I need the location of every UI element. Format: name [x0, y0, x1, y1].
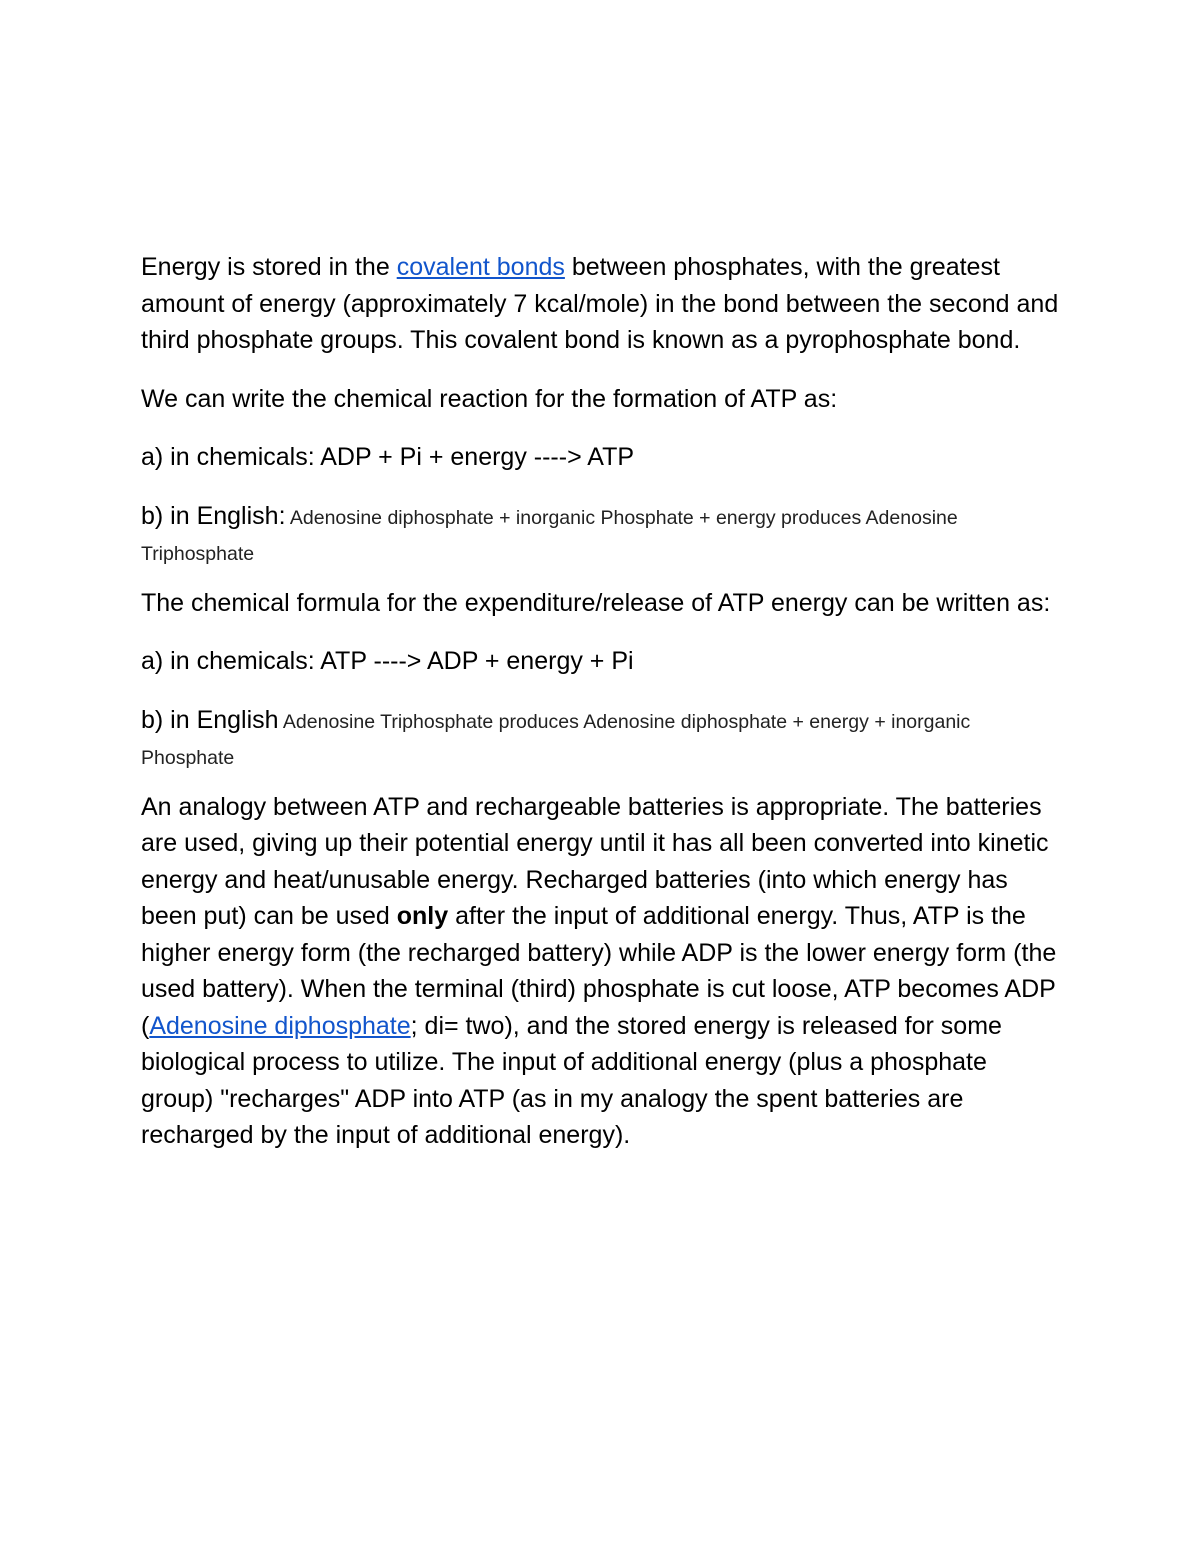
formation-chemicals: a) in chemicals: ADP + Pi + energy ----> ATP: [141, 443, 635, 471]
formation-english: [141, 498, 1061, 571]
release-english: [141, 702, 1061, 775]
intro-text-start: Energy is stored in the: [141, 253, 397, 281]
formation-english-label: b) in English:: [141, 501, 286, 530]
covalent-bonds-link[interactable]: covalent bonds: [396, 253, 565, 281]
formation-english-text: Adenosine diphosphate + inorganic Phosphate + energy produces Adenosine Triphosphate: [141, 506, 958, 565]
document-body: [141, 249, 1061, 1154]
analogy-paragraph: [141, 789, 1061, 1154]
intro-text-end: between phosphates, with the greatest amount of energy (approximately 7 kcal/mole) in the bond between the second and third phosphate groups. This covalent bond is known as a pyrophosphate bond.: [141, 253, 1059, 354]
release-heading: The chemical formula for the expenditure/release of ATP energy can be written as:: [141, 588, 1051, 617]
analogy-bold-only: only: [396, 902, 449, 930]
release-english-text: Adenosine Triphosphate produces Adenosine diphosphate + energy + inorganic Phosphate: [141, 710, 971, 769]
release-english-label: b) in English: [141, 705, 279, 734]
adenosine-diphosphate-link[interactable]: Adenosine diphosphate: [149, 1011, 411, 1040]
analogy-text-end: ; di= two), and the stored energy is released for some biological process to utilize. The input of additional energy (plus a phosphate group) "recharges" ADP into ATP (as in my analogy the spent batteries are recharged by the input of additional energy).: [141, 1011, 1002, 1149]
intro-paragraph: [141, 249, 1061, 359]
release-chemicals: a) in chemicals: ATP ----> ADP + energy + Pi: [141, 647, 634, 675]
analogy-text-start: An analogy between ATP and rechargeable batteries is appropriate. The batteries are used, giving up their potential energy until it has all been converted into kinetic energy and heat/unusable energy. Recharged batteries (into which energy has been put) can be used: [141, 792, 1049, 930]
analogy-text-middle: after the input of additional energy. Thus, ATP is the higher energy form (the recharged battery) while ADP is the lower energy form (the used battery). When the terminal (third) phosphate is cut loose, ATP becomes ADP (: [141, 902, 1057, 1040]
formation-heading: We can write the chemical reaction for the formation of ATP as:: [141, 384, 838, 413]
